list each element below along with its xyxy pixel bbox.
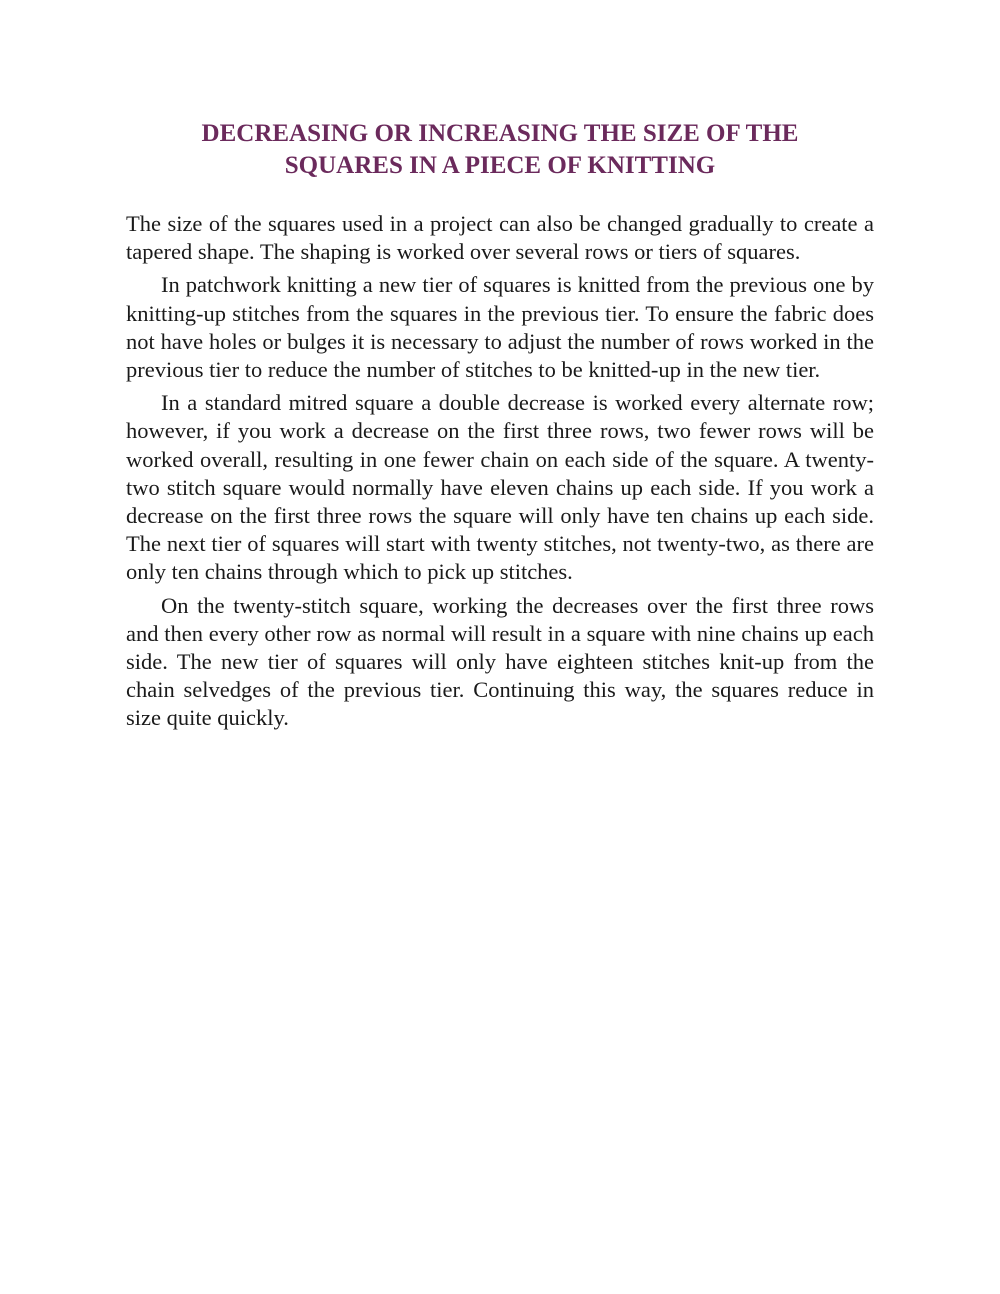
page-heading (126, 118, 874, 182)
paragraph-1: The size of the squares used in a project can also be changed gradually to create a tapered shape. The shaping is worked over several rows or tiers of squares. (126, 211, 874, 265)
heading-line-1: DECREASING OR INCREASING THE SIZE OF THE (201, 120, 799, 147)
heading-line-2: SQUARES IN A PIECE OF KNITTING (284, 152, 716, 179)
paragraph-2: In patchwork knitting a new tier of squares is knitted from the previous one by knitting-up stitches from the squares in the previous tier. To ensure the fabric does not have holes or bulges it is necessary to adjust the number of rows worked in the previous tier to reduce the number of stitches to be knitted-up in the new tier. (126, 272, 874, 383)
document-page (126, 118, 874, 738)
paragraph-3: In a standard mitred square a double decrease is worked every alternate row; however, if you work a decrease on the first three rows, two fewer rows will be worked overall, resulting in one fewer chain on each side of the square. A twenty-two stitch square would normally have eleven chains up each side. If you work a decrease on the first three rows the square will only have ten chains up each side. The next tier of squares will start with twenty stitches, not twenty-two, as there are only ten chains through which to pick up stitches. (126, 390, 874, 585)
paragraph-4: On the twenty-stitch square, working the decreases over the first three rows and then every other row as normal will result in a square with nine chains up each side. The new tier of squares will only have eighteen stitches knit-up from the chain selvedges of the previous tier. Continuing this way, the squares reduce in size quite quickly. (126, 592, 874, 731)
